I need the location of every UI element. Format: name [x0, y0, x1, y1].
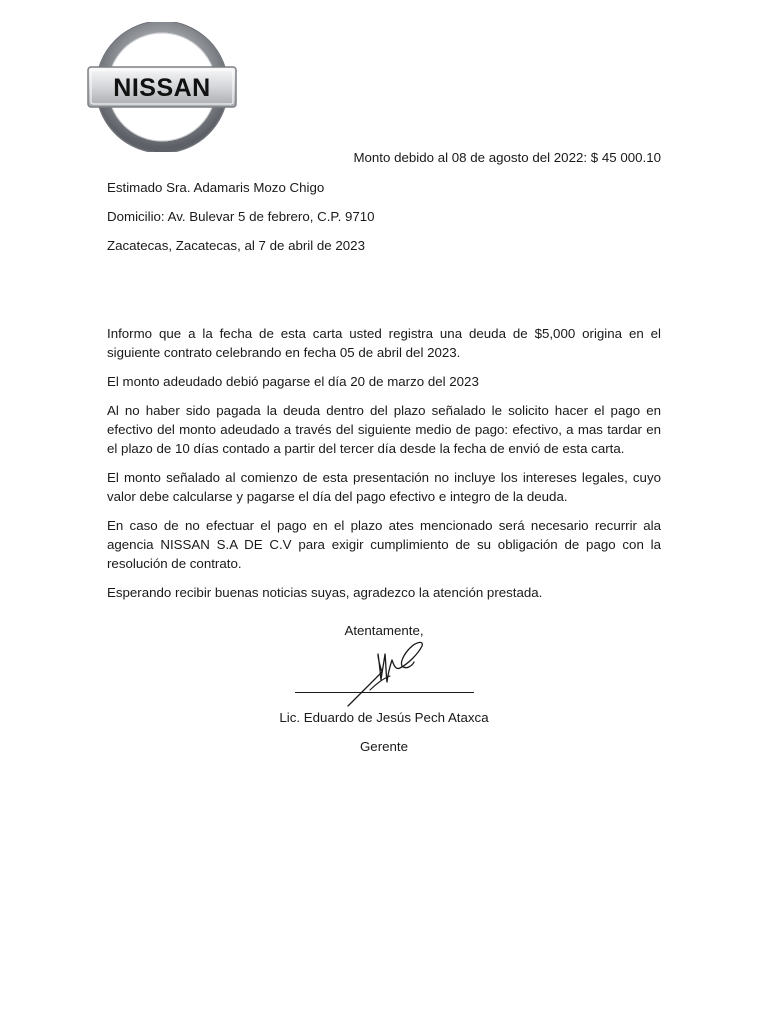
- nissan-logo: [84, 22, 240, 152]
- signer-name: Lic. Eduardo de Jesús Pech Ataxca: [279, 710, 489, 725]
- letter-header: [107, 179, 667, 266]
- nissan-logo-icon: [84, 22, 240, 152]
- place-date-line: Zacatecas, Zacatecas, al 7 de abril de 2023: [107, 238, 365, 253]
- greeting: Estimado Sra. Adamaris Mozo Chigo: [107, 180, 325, 195]
- address-line: Domicilio: Av. Bulevar 5 de febrero, C.P. 9710: [107, 209, 375, 224]
- body-paragraph: Al no haber sido pagada la deuda dentro del plazo señalado le solicito hacer el pago en efectivo del monto adeudado a través del siguiente medio de pago: efectivo, a mas tardar en el plazo de 10 días contado a partir del tercer día desde la fecha de envió de esta carta.: [107, 403, 661, 456]
- signer-role: Gerente: [359, 739, 409, 754]
- handwritten-signature: [340, 636, 436, 710]
- signature-icon: [340, 636, 436, 710]
- logo-wordmark: NISSAN: [113, 74, 211, 102]
- closing-salutation: Atentamente,: [344, 623, 424, 638]
- body-paragraph: Esperando recibir buenas noticias suyas, agradezco la atención prestada.: [107, 585, 543, 600]
- letter-body: [107, 324, 661, 612]
- amount-due-line: Monto debido al 08 de agosto del 2022: $ 45 000.10: [353, 150, 661, 165]
- body-paragraph: En caso de no efectuar el pago en el plazo ates mencionado será necesario recurrir ala agencia NISSAN S.A DE C.V para exigir cumplimiento de su obligación de pago con la resolución de contrato.: [107, 518, 661, 571]
- body-paragraph: El monto señalado al comienzo de esta presentación no incluye los intereses legales, cuyo valor debe calcularse y pagarse el día del pago efectivo e integro de la deuda.: [107, 470, 661, 504]
- body-paragraph: El monto adeudado debió pagarse el día 20 de marzo del 2023: [107, 374, 479, 389]
- body-paragraph: Informo que a la fecha de esta carta usted registra una deuda de $5,000 origina en el siguiente contrato celebrando en fecha 05 de abril del 2023.: [107, 326, 661, 360]
- signature-line: [295, 692, 474, 693]
